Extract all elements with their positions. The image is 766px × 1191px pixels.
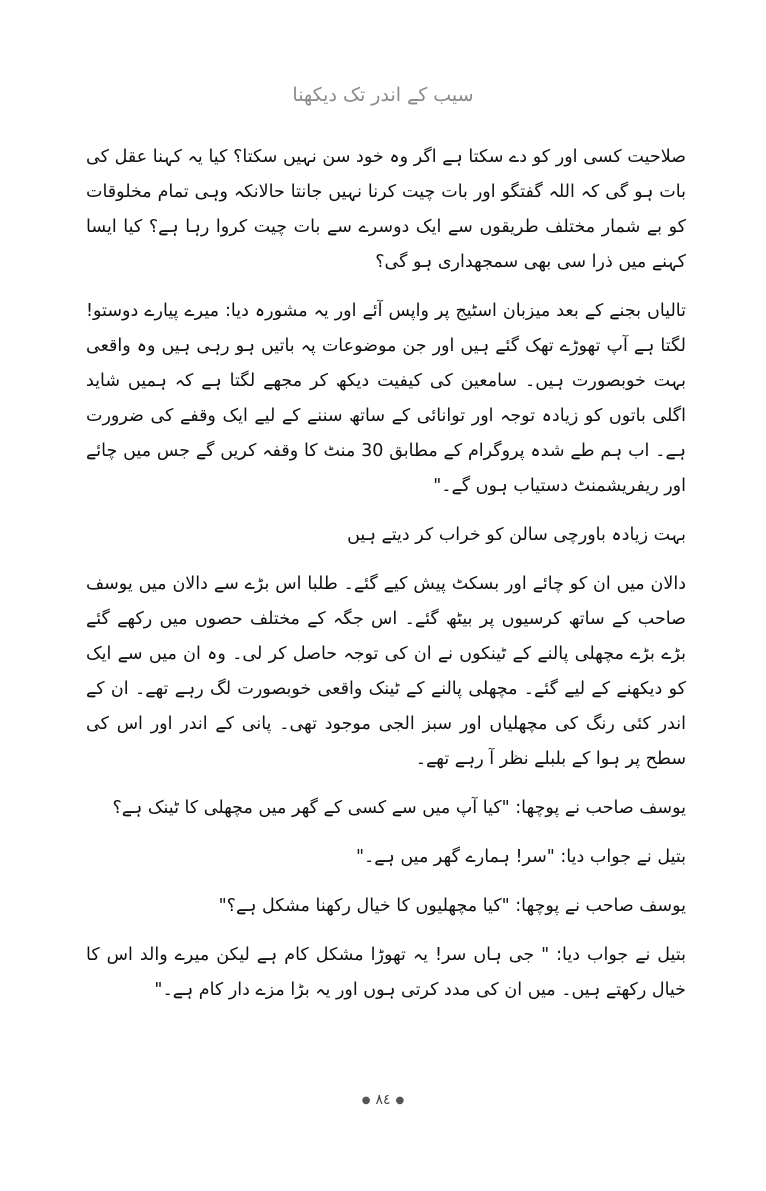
dialogue-line-1: یوسف صاحب نے پوچھا: "کیا آپ میں سے کسی کے گھر میں مچھلی کا ٹینک ہے؟: [112, 798, 686, 818]
paragraph-1: صلاحیت کسی اور کو دے سکتا ہے اگر وہ خود سن نہیں سکتا؟ کیا یہ کہنا عقل کی بات ہو گی کہ اللہ گفتگو اور بات چیت کرنا نہیں جانتا حالانکہ وہی تمام مخلوقات کو بے شمار مختلف طریقوں سے ایک دوسرے سے بات چیت کروا رہا ہے؟ کیا ایسا کہنے میں ذرا سی بھی سمجھداری ہو گی؟: [86, 147, 686, 272]
paragraph-2: تالیاں بجنے کے بعد میزبان اسٹیج پر واپس آئے اور یہ مشورہ دیا: میرے پیارے دوستو! لگتا ہے آپ تھوڑے تھک گئے ہیں اور جن موضوعات پہ باتیں ہو رہی ہیں وہ واقعی بہت خوبصورت ہیں۔ سامعین کی کیفیت دیکھ کر مجھے لگتا ہے کہ ہمیں شاید اگلی باتوں کو زیادہ توجہ اور توانائی کے ساتھ سننے کے لیے ایک وقفے کی ضرورت ہے۔ اب ہم طے شدہ پروگرام کے مطابق 30 منٹ کا وقفہ کریں گے جس میں چائے اور ریفریشمنٹ دستیاب ہوں گے۔": [86, 301, 686, 496]
bullet-left-icon: ●: [395, 1094, 405, 1106]
dialogue-line-4: بتیل نے جواب دیا: " جی ہاں سر! یہ تھوڑا مشکل کام ہے لیکن میرے والد اس کا خیال رکھتے ہیں۔ میں ان کی مدد کرتی ہوں اور یہ بڑا مزے دار کام ہے۔": [86, 945, 686, 1000]
page-number: ٨٤: [375, 1092, 391, 1108]
section-heading: بہت زیادہ باورچی سالن کو خراب کر دیتے ہیں: [347, 525, 686, 545]
running-header-title: سیب کے اندر تک دیکھنا: [292, 84, 474, 106]
paragraph-3: دالان میں ان کو چائے اور بسکٹ پیش کیے گئے۔ طلبا اس بڑے سے دالان میں یوسف صاحب کے ساتھ کرسیوں پر بیٹھ گئے۔ اس جگہ کے مختلف حصوں میں رکھے گئے بڑے بڑے مچھلی پالنے کے ٹینکوں نے ان کی توجہ حاصل کر لی۔ وہ ان میں سے ایک کو دیکھنے کے لیے گئے۔ مچھلی پالنے کے ٹینک واقعی خوبصورت لگ رہے تھے۔ ان کے اندر کئی رنگ کی مچھلیاں اور سبز الجی موجود تھی۔ پانی کے اندر اور اس کی سطح پر ہوا کے بلبلے نظر آ رہے تھے۔: [86, 574, 686, 769]
bullet-right-icon: ●: [361, 1094, 371, 1106]
page-body: [86, 140, 686, 1022]
page-number-footer: [0, 1092, 766, 1108]
dialogue-line-2: بتیل نے جواب دیا: "سر! ہمارے گھر میں ہے۔": [355, 847, 686, 867]
dialogue-line-3: یوسف صاحب نے پوچھا: "کیا مچھلیوں کا خیال رکھنا مشکل ہے؟": [218, 896, 686, 916]
